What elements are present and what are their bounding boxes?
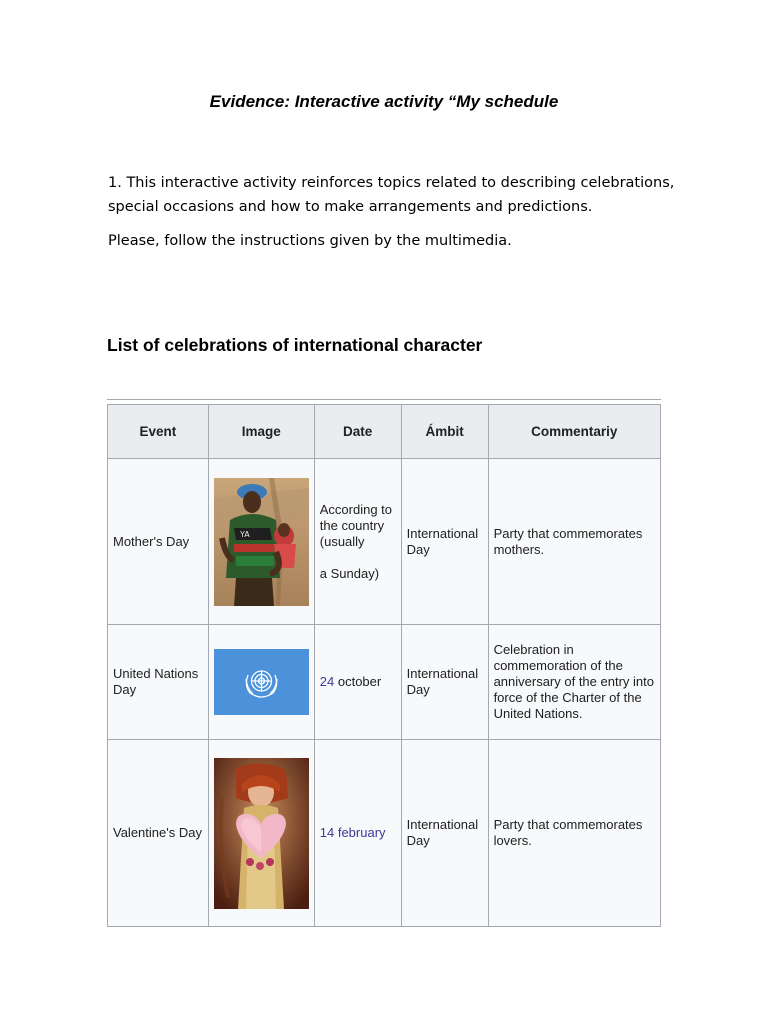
event-cell: United Nations Day	[108, 625, 209, 740]
paragraph-instructions: Please, follow the instructions given by the multimedia.	[108, 233, 512, 249]
event-cell: Valentine's Day	[108, 740, 209, 927]
document-title: Evidence: Interactive activity “My schedule	[209, 92, 559, 111]
un-flag-icon	[214, 649, 309, 715]
celebrations-table	[107, 404, 661, 927]
table-row	[108, 625, 661, 740]
section-heading: List of celebrations of international character	[107, 335, 483, 355]
date-cell	[314, 459, 401, 625]
ambit-cell: International Day	[401, 740, 488, 927]
header-ambit: Ámbit	[401, 405, 488, 459]
image-cell	[208, 459, 314, 625]
date-day-link[interactable]: 24	[319, 674, 335, 689]
ambit-cell: International Day	[401, 459, 488, 625]
table-row	[108, 459, 661, 625]
date-month: october	[337, 674, 382, 689]
image-cell	[208, 625, 314, 740]
comment-cell: Celebration in commemoration of the anniversary of the entry into force of the Charter of the United Nations.	[488, 625, 660, 740]
event-cell: Mother's Day	[108, 459, 209, 625]
date-cell	[314, 740, 401, 927]
ambit-cell: International Day	[401, 625, 488, 740]
comment-cell: Party that commemorates lovers.	[488, 740, 660, 927]
table-header-row	[108, 405, 661, 459]
header-image: Image	[208, 405, 314, 459]
date-link[interactable]: 14 february	[319, 825, 386, 840]
svg-text:YA: YA	[239, 529, 250, 539]
horizontal-divider	[107, 399, 661, 400]
table-row	[108, 740, 661, 927]
header-date: Date	[314, 405, 401, 459]
header-commentary: Commentariy	[488, 405, 660, 459]
header-event: Event	[108, 405, 209, 459]
comment-cell: Party that commemorates mothers.	[488, 459, 660, 625]
mother-child-photo-icon	[214, 478, 309, 606]
date-cell	[314, 625, 401, 740]
image-cell	[208, 740, 314, 927]
date-text: a Sunday)	[319, 565, 380, 581]
valentine-woman-heart-photo-icon	[214, 758, 309, 909]
paragraph-intro: 1. This interactive activity reinforces topics related to describing celebrations, special occasions and how to make arrangements and predictions.	[108, 175, 675, 215]
date-text: According to the country (usually	[319, 501, 393, 549]
